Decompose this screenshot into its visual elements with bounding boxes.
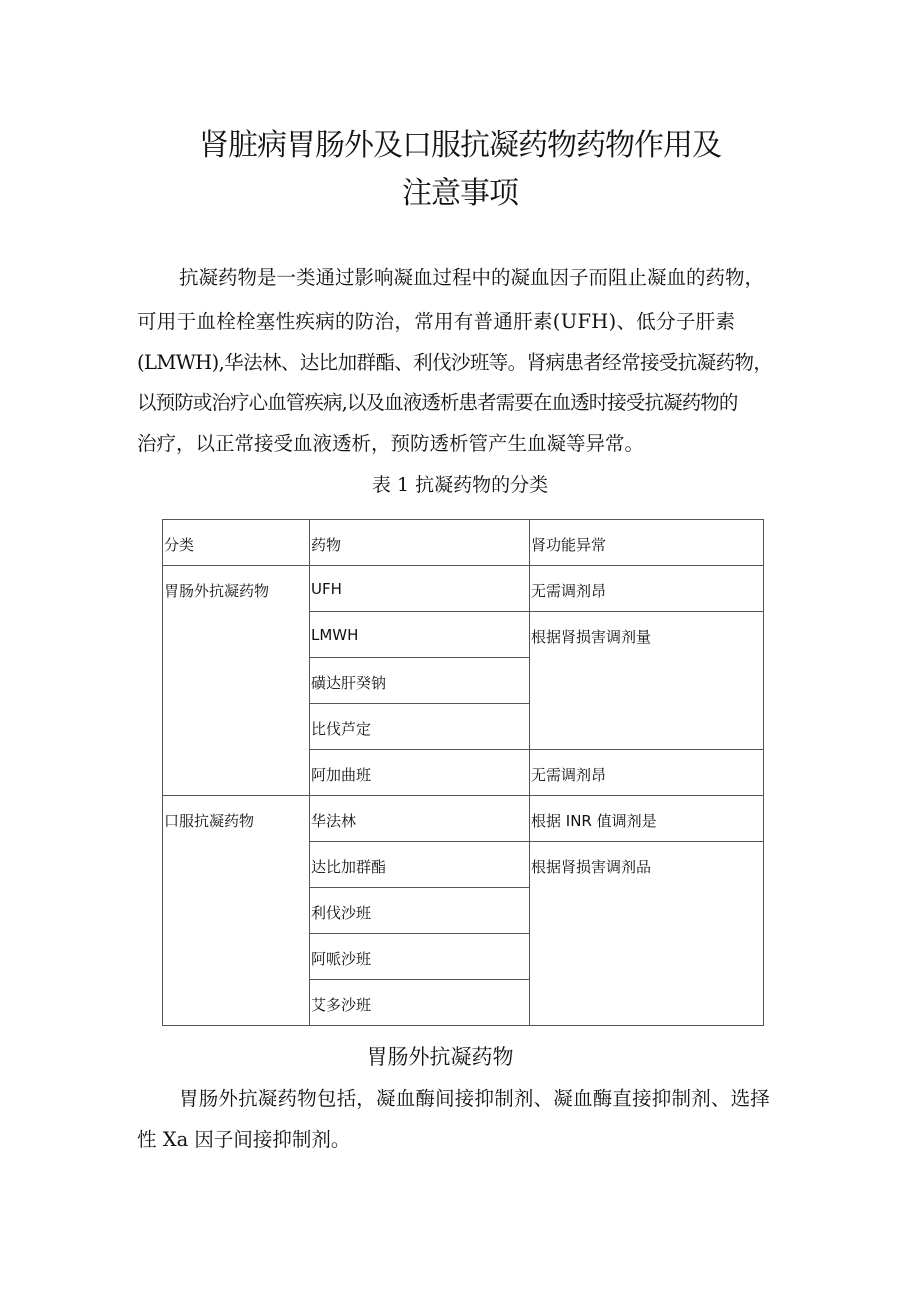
group-cell: 胃肠外抗凝药物 [163, 566, 310, 796]
drug-cell: 达比加群酯 [310, 842, 530, 888]
group-cell: 口服抗凝药物 [163, 796, 310, 1026]
section-heading: 胃肠外抗凝药物 [366, 1045, 514, 1069]
drug-cell: 华法林 [310, 796, 530, 842]
header-cell: 分类 [163, 520, 310, 566]
intro-line: 治疗，以正常接受血液透析，预防透析管产生血凝等异常。 [137, 432, 645, 455]
drug-cell: 艾多沙班 [310, 980, 530, 1026]
table-caption: 表 1 抗凝药物的分类 [371, 474, 549, 496]
renal-cell: 根据 INR 值调剂是 [530, 796, 764, 842]
section-line: 胃肠外抗凝药物包括，凝血酶间接抑制剂、凝血酶直接抑制剂、选择 [179, 1087, 771, 1110]
drug-cell: 利伐沙班 [310, 888, 530, 934]
table-row [163, 566, 764, 612]
anticoagulant-table [162, 519, 764, 1026]
renal-cell: 无需调剂昂 [530, 750, 764, 796]
drug-cell: 阿哌沙班 [310, 934, 530, 980]
header-cell: 药物 [310, 520, 530, 566]
doc-title-line2: 注意事项 [402, 176, 518, 211]
section-line: 性 Xa 因子间接抑制剂。 [137, 1128, 351, 1151]
intro-line: 抗凝药物是一类通过影响凝血过程中的凝血因子而阻止凝血的药物， [179, 266, 765, 289]
intro-line: 可用于血栓栓塞性疾病的防治，常用有普通肝素(UFH)、低分子肝素 [137, 310, 736, 333]
drug-cell: 阿加曲班 [310, 750, 530, 796]
header-cell: 肾功能异常 [530, 520, 764, 566]
drug-cell: 比伐芦定 [310, 704, 530, 750]
doc-title-line1: 肾脏病胃肠外及口服抗凝药物药物作用及 [199, 128, 721, 163]
drug-cell: 磺达肝癸钠 [310, 658, 530, 704]
drug-cell: UFH [310, 566, 530, 612]
renal-cell: 无需调剂昂 [530, 566, 764, 612]
renal-cell: 根据肾损害调剂量 [530, 612, 764, 750]
drug-cell: LMWH [310, 612, 530, 658]
intro-line: 以预防或治疗心血管疾病,以及血液透析患者需要在血透时接受抗凝药物的 [137, 391, 738, 414]
table-header-row [163, 520, 764, 566]
renal-cell: 根据肾损害调剂品 [530, 842, 764, 1026]
table-row [163, 796, 764, 842]
intro-line: (LMWH),华法林、达比加群酯、利伐沙班等。肾病患者经常接受抗凝药物， [137, 351, 773, 374]
